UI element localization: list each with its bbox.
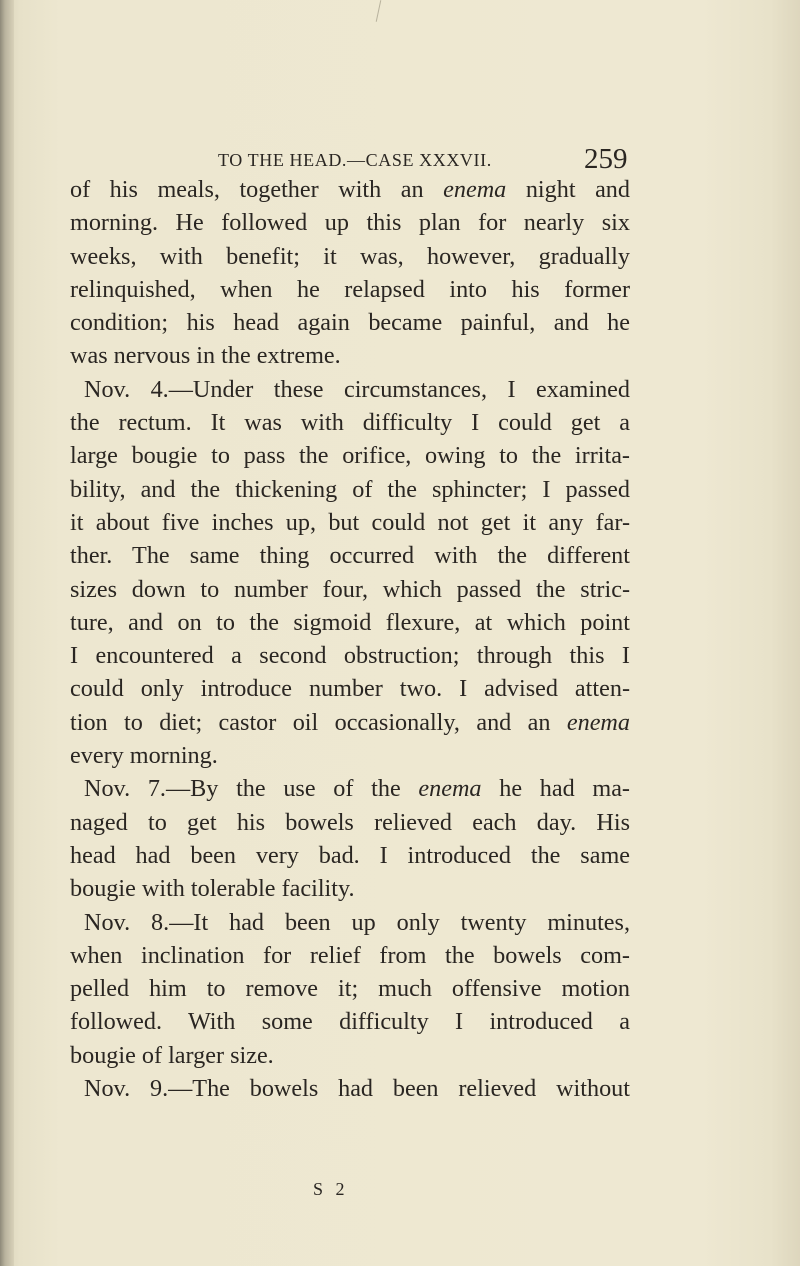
text-line: relinquished, when he relapsed into his former [70, 275, 630, 303]
text-line: it about five inches up, but could not get it any far- [70, 508, 630, 536]
running-head: TO THE HEAD.—CASE XXXVII. [218, 150, 492, 170]
text-line: bility, and the thickening of the sphincter; I passed [70, 475, 630, 503]
text-line: Nov. 8.—It had been up only twenty minutes, [84, 908, 630, 936]
text-line: Nov. 7.—By the use of the enema he had ma- [84, 775, 630, 803]
signature-mark: S 2 [313, 1179, 349, 1199]
text-line: could only introduce number two. I advised atten- [70, 675, 630, 703]
text-line: morning. He followed up this plan for nearly six [70, 209, 630, 237]
text-line: sizes down to number four, which passed the stric- [70, 575, 630, 603]
page-binding-edge [0, 0, 14, 1266]
text-line: followed. With some difficulty I introduced a [70, 1008, 630, 1036]
text-line: when inclination for relief from the bowels com- [70, 941, 630, 969]
text-line: Nov. 9.—The bowels had been relieved without [84, 1075, 630, 1103]
text-line: was nervous in the extreme. [70, 342, 341, 370]
text-line: weeks, with benefit; it was, however, gradually [70, 242, 630, 270]
text-line: every morning. [70, 742, 218, 770]
text-line: ther. The same thing occurred with the different [70, 542, 630, 570]
text-line: naged to get his bowels relieved each day. His [70, 808, 630, 836]
text-line: I encountered a second obstruction; through this I [70, 642, 630, 670]
text-line: of his meals, together with an enema night and [70, 176, 630, 203]
text-line: the rectum. It was with difficulty I could get a [70, 409, 630, 437]
text-line: head had been very bad. I introduced the same [70, 841, 630, 869]
text-line: pelled him to remove it; much offensive motion [70, 975, 630, 1003]
text-line: Nov. 4.—Under these circumstances, I examined [84, 375, 630, 403]
text-line: condition; his head again became painful, and he [70, 309, 630, 337]
text-line: tion to diet; castor oil occasionally, and an enema [70, 708, 630, 736]
text-line: bougie with tolerable facility. [70, 875, 355, 903]
body-text [70, 173, 630, 1105]
page-number: 259 [584, 143, 628, 175]
text-line: large bougie to pass the orifice, owing to the irrita- [70, 442, 630, 470]
text-line: ture, and on to the sigmoid flexure, at which point [70, 608, 630, 636]
text-line: bougie of larger size. [70, 1041, 274, 1069]
stray-pen-mark [376, 0, 382, 22]
